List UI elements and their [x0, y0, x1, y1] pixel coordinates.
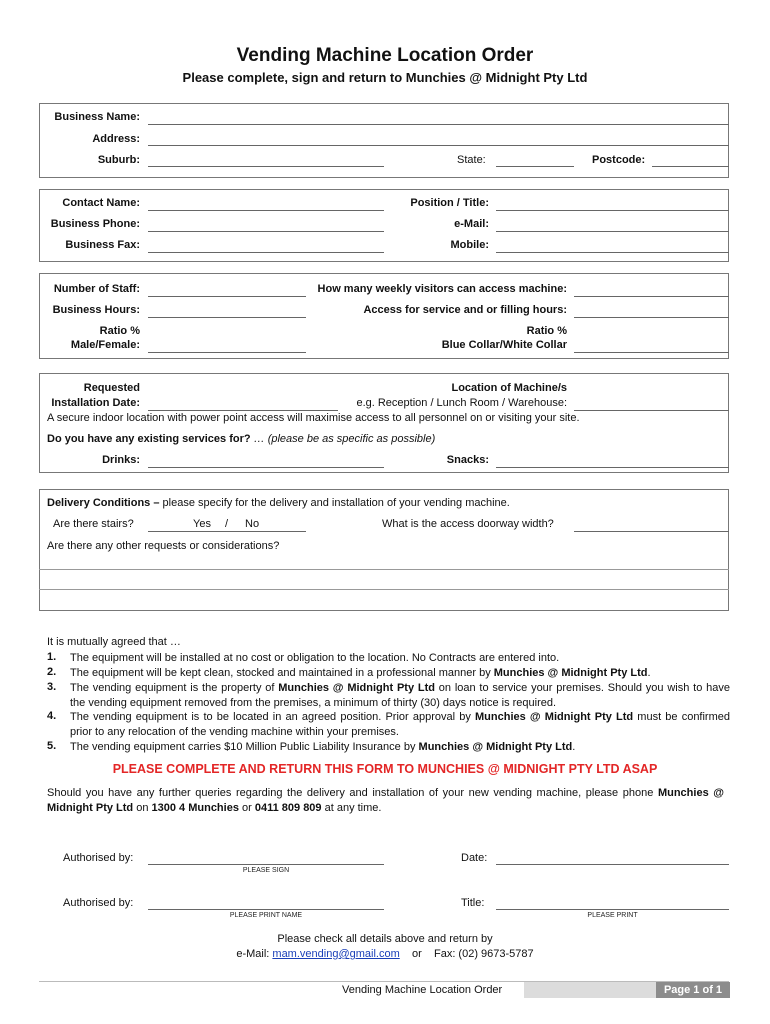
suburb-field[interactable]	[148, 166, 384, 167]
contact-note-company: Munchies @ Midnight Pty Ltd	[47, 787, 724, 814]
please-print-hint: PLEASE PRINT	[587, 912, 638, 919]
requested-label-1: Requested	[83, 382, 140, 394]
ratio-mf-label-2: Male/Female:	[70, 339, 140, 351]
page-title: Vending Machine Location Order	[236, 45, 534, 66]
doorway-width-field[interactable]	[574, 531, 729, 532]
machine-location-field[interactable]	[574, 410, 729, 411]
terms-item-text: The vending equipment carries $10 Million Public Liability Insurance by Munchies @ Midnight Pty Ltd.	[70, 741, 576, 753]
terms-item-number: 4.	[47, 710, 57, 722]
title-label: Title:	[461, 897, 485, 909]
authorised-by-label: Authorised by:	[63, 852, 134, 864]
terms-item-text: The vending equipment is to be located in an agreed position. Prior approval by Munchies @ Midnight Pty Ltd must be confirmed prior to any relocation of the vending machine within your premises.	[70, 711, 730, 738]
ratio-mf-label-1: Ratio %	[99, 325, 140, 337]
return-notice: PLEASE COMPLETE AND RETURN THIS FORM TO MUNCHIES @ MIDNIGHT PTY LTD ASAP	[112, 762, 658, 776]
suburb-label: Suburb:	[97, 154, 140, 166]
terms-item-text: The equipment will be installed at no cost or obligation to the location. No Contracts are entered into.	[70, 652, 560, 664]
terms-item-text: The equipment will be kept clean, stocked and maintained in a professional manner by Munchies @ Midnight Pty Ltd.	[70, 667, 651, 679]
business-details-section	[39, 103, 729, 178]
terms-intro: It is mutually agreed that …	[47, 636, 181, 648]
please-print-name-hint: PLEASE PRINT NAME	[229, 912, 303, 919]
email-label: e-Mail:	[454, 218, 489, 230]
terms-item-number: 3.	[47, 681, 57, 693]
drinks-field[interactable]	[148, 467, 384, 468]
mobile-field[interactable]	[496, 252, 729, 253]
return-instructions: Please check all details above and return by	[277, 933, 493, 945]
phone-number-1: 1300 4 Munchies	[151, 802, 239, 814]
business-hours-field[interactable]	[148, 317, 306, 318]
address-field[interactable]	[148, 145, 729, 146]
ratio-mf-field[interactable]	[148, 352, 306, 353]
postcode-label: Postcode:	[592, 154, 646, 166]
installation-date-field[interactable]	[148, 410, 338, 411]
contact-name-field[interactable]	[148, 210, 384, 211]
location-label-2: e.g. Reception / Lunch Room / Warehouse:	[356, 397, 567, 409]
delivery-conditions-title: Delivery Conditions –	[47, 497, 160, 509]
business-phone-label: Business Phone:	[50, 218, 140, 230]
return-fax: Fax: (02) 9673-5787	[433, 948, 534, 960]
delivery-conditions	[47, 497, 510, 509]
other-requests-label: Are there any other requests or considerations?	[47, 540, 280, 552]
secure-location-note: A secure indoor location with power point access will maximise access to all personnel on or visiting your site.	[47, 412, 580, 424]
date-field[interactable]	[496, 864, 729, 865]
location-label-1: Location of Machine/s	[451, 382, 567, 394]
return-or: or	[411, 948, 422, 960]
return-contacts	[0, 948, 770, 960]
page-number: Page 1 of 1	[656, 982, 730, 998]
mobile-label: Mobile:	[450, 239, 489, 251]
doorway-width-label: What is the access doorway width?	[382, 518, 554, 530]
terms-item-number: 2.	[47, 666, 57, 678]
terms-item-number: 1.	[47, 651, 57, 663]
contact-name-label: Contact Name:	[62, 197, 140, 209]
ratio-bw-field[interactable]	[574, 352, 729, 353]
state-label: State:	[457, 154, 486, 166]
business-fax-field[interactable]	[148, 252, 384, 253]
position-field[interactable]	[496, 210, 729, 211]
other-requests-line-2[interactable]	[39, 589, 729, 590]
contact-note-on: on	[133, 802, 152, 814]
postcode-field[interactable]	[652, 166, 729, 167]
stairs-label: Are there stairs?	[53, 518, 134, 530]
contact-note	[47, 786, 724, 816]
staff-label: Number of Staff:	[53, 283, 140, 295]
footer-doc-name: Vending Machine Location Order	[342, 984, 503, 996]
state-field[interactable]	[496, 166, 574, 167]
contact-note-end: at any time.	[321, 802, 382, 814]
contact-note-or: or	[238, 802, 255, 814]
other-requests-line-1[interactable]	[39, 569, 729, 570]
stairs-separator: /	[225, 518, 229, 530]
stairs-no-option[interactable]: No	[245, 518, 260, 530]
signature-field[interactable]	[148, 864, 384, 865]
service-access-field[interactable]	[574, 317, 729, 318]
visitors-label: How many weekly visitors can access machine:	[317, 283, 567, 295]
date-label: Date:	[461, 852, 488, 864]
delivery-conditions-text: please specify for the delivery and installation of your vending machine.	[159, 497, 510, 509]
email-field[interactable]	[496, 231, 729, 232]
staff-field[interactable]	[148, 296, 306, 297]
terms-item-text: The vending equipment is the property of Munchies @ Midnight Pty Ltd on loan to service your premises. Should you wish to have the vending equipment removed from the premises, a minimum of thirty (30) days notice is required.	[70, 682, 730, 709]
visitors-field[interactable]	[574, 296, 729, 297]
business-fax-label: Business Fax:	[65, 239, 140, 251]
stairs-field[interactable]	[148, 531, 306, 532]
authorised-by-name-label: Authorised by:	[63, 897, 134, 909]
terms-item-number: 5.	[47, 740, 57, 752]
title-field[interactable]	[496, 909, 729, 910]
business-name-label: Business Name:	[54, 111, 140, 123]
snacks-label: Snacks:	[446, 454, 489, 466]
service-access-label: Access for service and or filling hours:	[363, 304, 567, 316]
drinks-label: Drinks:	[102, 454, 140, 466]
return-email-prefix: e-Mail:	[236, 948, 270, 960]
ratio-bw-label-2: Blue Collar/White Collar	[441, 339, 567, 351]
position-label: Position / Title:	[410, 197, 489, 209]
business-hours-label: Business Hours:	[52, 304, 140, 316]
print-name-field[interactable]	[148, 909, 384, 910]
please-sign-hint: PLEASE SIGN	[242, 867, 290, 874]
business-name-field[interactable]	[148, 124, 729, 125]
snacks-field[interactable]	[496, 467, 729, 468]
address-label: Address:	[92, 133, 140, 145]
existing-services-question	[47, 433, 435, 445]
business-phone-field[interactable]	[148, 231, 384, 232]
ratio-bw-label-1: Ratio %	[526, 325, 567, 337]
stairs-yes-option[interactable]: Yes	[193, 518, 211, 530]
page-subtitle: Please complete, sign and return to Munchies @ Midnight Pty Ltd	[182, 70, 588, 85]
existing-services-label: Do you have any existing services for?	[47, 433, 251, 445]
return-email-link[interactable]: mam.vending@gmail.com	[272, 948, 400, 960]
phone-number-2: 0411 809 809	[254, 802, 322, 814]
requested-label-2: Installation Date:	[51, 397, 140, 409]
contact-note-text: Should you have any further queries regarding the delivery and installation of your new vending machine, please phone	[47, 787, 658, 799]
existing-services-hint: … (please be as specific as possible)	[253, 433, 436, 445]
